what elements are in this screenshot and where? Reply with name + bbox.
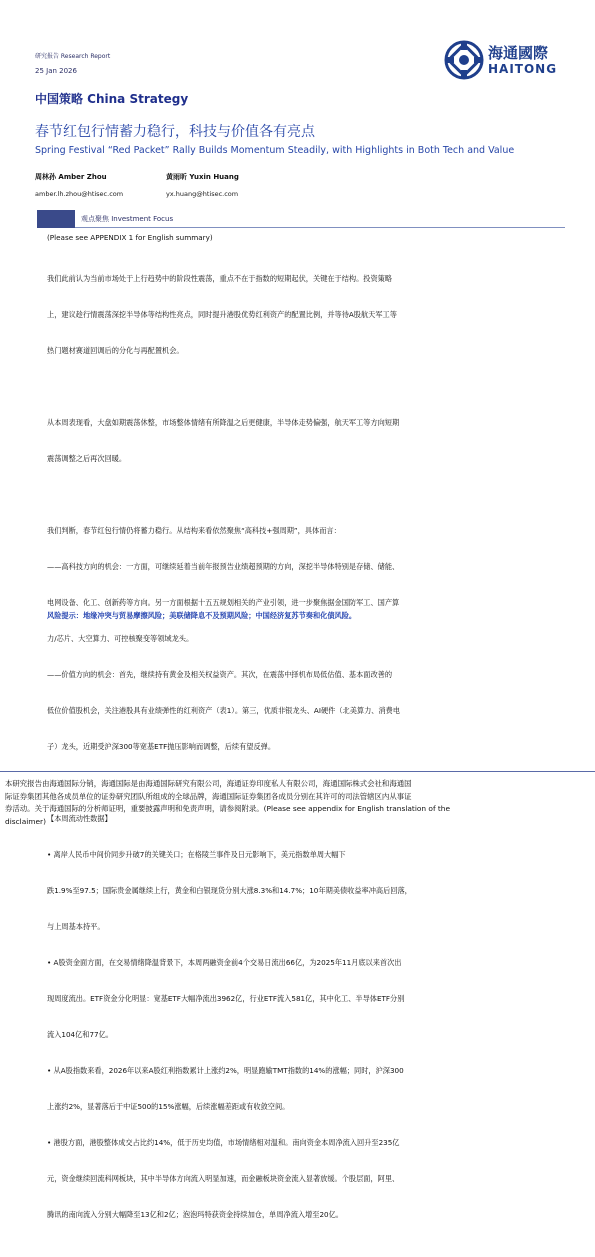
report-category: 中国策略 China Strategy	[35, 92, 189, 106]
haitong-logo-icon	[444, 40, 484, 80]
logo-en-text: HAITONG	[488, 62, 558, 76]
paragraph-1	[47, 249, 567, 381]
text-line: 子）龙头，近期受沪深300等宽基ETF抛压影响而调整，后续有望反弹。	[47, 742, 276, 751]
paragraph-3	[47, 501, 567, 777]
text-line: 我们此前认为当前市场处于上行趋势中的阶段性震荡，重点不在于指数的短期起伏，关键在于结构。投资策略	[47, 274, 393, 283]
title-cn: 春节红包行情蓄力稳行，科技与价值各有亮点	[35, 124, 315, 140]
text-line: 现周度流出。ETF资金分化明显：宽基ETF大幅净流出3962亿，行业ETF流入581亿，其中化工、半导体ETF分别	[47, 994, 405, 1003]
text-line: • A股资金面方面，在交易情绪降温背景下，本周两融资金前4个交易日流出66亿，为2025年11月底以来首次出	[47, 958, 402, 967]
text-line: 震荡调整之后再次回暖。	[47, 454, 127, 463]
text-line: 腾讯的南向流入分别大幅降至13亿和2亿；泡泡玛特获资金持续加仓，单周净流入增至20亿。	[47, 1210, 343, 1219]
risk-warning: 风险提示：地缘冲突与贸易摩擦风险；美联储降息不及预期风险；中国经济复苏节奏和化债风险。	[47, 611, 357, 620]
text-line: 热门题材赛道回调后的分化与再配置机会。	[47, 346, 184, 355]
text-line: 电网设备、化工、创新药等方向。另一方面根据十五五规划相关的产业引领，进一步聚焦据金国防军工、国产算	[47, 598, 400, 607]
paragraph-2	[47, 393, 567, 489]
report-date: 25 Jan 2026	[35, 67, 77, 75]
text-line: 低位价值股机会，关注港股具有业绩弹性的红利资产（表1）。第三，优质非银龙头、AI硬件（北美算力、消费电	[47, 706, 401, 715]
liquidity-section	[47, 789, 567, 1245]
focus-divider	[75, 227, 565, 228]
author-email-1[interactable]: amber.lh.zhou@htisec.com	[35, 190, 124, 198]
liquidity-heading: 【本周流动性数据】	[47, 814, 112, 823]
focus-label: 观点聚焦 Investment Focus	[81, 215, 174, 223]
text-line: 元，资金继续回流科网板块，其中半导体方向流入明显加速，而金融板块资金流入显著放缓。个股层面，阿里、	[47, 1174, 400, 1183]
author-email-2[interactable]: yx.huang@htisec.com	[166, 190, 239, 198]
text-line: 跌1.9%至97.5；国际贵金属继续上行，黄金和白银现货分别大涨8.3%和14.7%；10年期美债收益率冲高后回落，	[47, 886, 412, 895]
text-line: • 从A股指数来看，2026年以来A股红利指数累计上涨约2%，明显跑输TMT指数的14%的涨幅；同时，沪深300	[47, 1066, 404, 1075]
text-line: 力/芯片、大空算力、可控核聚变等领域龙头。	[47, 634, 194, 643]
text-line: 我们判断，春节红包行情仍将蓄力稳行。从结构来看依然聚焦“高科技+强周期”，具体而言：	[47, 526, 341, 535]
footer-line: 券活动。关于海通国际的分析师证明，重要披露声明和免责声明，请参阅附录。(Please see appendix for English translation of the	[5, 804, 451, 813]
report-type: 研究报告 Research Report	[35, 53, 111, 60]
footer-divider	[0, 771, 595, 772]
haitong-logo	[444, 38, 564, 82]
text-line: • 离岸人民币中间价同步升破7的关键关口；在格陵兰事件及日元影响下，美元指数单周大幅下	[47, 850, 346, 859]
text-line: 上涨约2%，显著落后于中证500的15%涨幅，后续涨幅差距或有收敛空间。	[47, 1102, 290, 1111]
title-en: Spring Festival “Red Packet” Rally Builds Momentum Steadily, with Highlights in Both Tech and Value	[35, 145, 515, 156]
text-line: ——高科技方向的机会：一方面，可继续延着当前年报预告业绩超预期的方向，深挖半导体特别是存储、储能、	[47, 562, 400, 571]
text-line: 流入104亿和77亿。	[47, 1030, 113, 1039]
footer-line: disclaimer)	[5, 816, 46, 826]
author-name-2: 黄雨昕 Yuxin Huang	[166, 173, 239, 181]
author-name-1: 周林孙 Amber Zhou	[35, 173, 107, 181]
footer-line: 际证券集团其他各成员单位的证券研究团队所组成的全球品牌，海通国际证券集团各成员分别在其许可的司法管辖区内从事证	[5, 791, 412, 801]
appendix-note: (Please see APPENDIX 1 for English summary)	[47, 233, 213, 242]
logo-cn-text: 海通國際	[488, 44, 549, 62]
text-line: 上，建议趁行情震荡深挖半导体等结构性亮点，同时提升港股优势红利资产的配置比例，并等待A股航天军工等	[47, 310, 397, 319]
footer-line: 本研究报告由海通国际分销，海通国际是由海通国际研究有限公司，海通证券印度私人有限公司，海通国际株式会社和海通国	[5, 779, 412, 788]
body-section	[47, 249, 567, 1257]
text-line: 从本周表现看，大盘如期震荡休整，市场整体情绪有所降温之后更健康，半导体走势偏强，航天军工等方向短期	[47, 418, 400, 427]
focus-bar	[37, 210, 75, 228]
text-line: 与上周基本持平。	[47, 922, 105, 931]
text-line: • 港股方面，港股整体成交占比约14%，低于历史均值，市场情绪相对温和。南向资金本周净流入回升至235亿	[47, 1138, 400, 1147]
text-line: ——价值方向的机会：首先，继续持有黄金及相关权益资产。其次，在震荡中择机布局低估值、基本面改善的	[47, 670, 393, 679]
footer-disclaimer	[5, 778, 590, 828]
